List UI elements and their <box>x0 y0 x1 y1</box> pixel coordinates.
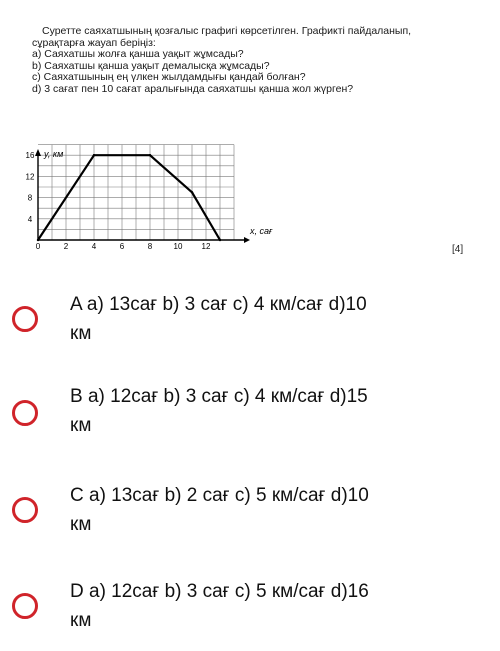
x-tick-label: 12 <box>201 242 211 251</box>
y-tick-label: 8 <box>27 193 33 203</box>
option-label-line: B a) 12сағ b) 3 сағ c) 4 км/сағ d)15 <box>70 386 368 407</box>
question-line: b) Саяхатшы қанша уақыт демалысқа жұмсады? <box>32 59 270 72</box>
question-line: c) Саяхатшының ең үлкен жылдамдығы қандай болған? <box>32 71 306 84</box>
data-point <box>149 154 151 156</box>
data-point <box>191 191 193 193</box>
x-tick-label: 0 <box>35 242 41 251</box>
motion-graph <box>0 0 500 262</box>
data-point <box>37 239 39 241</box>
x-tick-label: 6 <box>119 242 125 251</box>
radio-circle-icon[interactable] <box>12 593 38 619</box>
y-axis-arrow-icon <box>35 149 41 156</box>
option-label-line: км <box>70 514 92 535</box>
option-label-line: A a) 13сағ b) 3 сағ c) 4 км/сағ d)10 <box>70 294 367 315</box>
option-label-line: км <box>70 610 92 631</box>
option-label <box>70 577 480 635</box>
y-tick-label: 4 <box>27 214 33 224</box>
question-card <box>0 0 500 262</box>
answer-option-c[interactable] <box>0 464 500 554</box>
radio-circle-icon[interactable] <box>12 400 38 426</box>
marks-label: [4] <box>452 244 464 255</box>
x-axis-label: x, сағ <box>250 226 273 236</box>
radio-circle-icon[interactable] <box>12 497 38 523</box>
x-axis-arrow-icon <box>244 237 250 243</box>
y-axis-label: y, км <box>44 149 64 159</box>
data-point <box>219 239 221 241</box>
question-line: сұрақтарға жауап беріңіз: <box>32 36 156 49</box>
option-label <box>70 382 480 440</box>
option-label-line: D a) 12сағ b) 3 сағ c) 5 км/сағ d)16 <box>70 581 369 602</box>
x-tick-label: 4 <box>91 242 97 251</box>
question-line: a) Саяхатшы жолға қанша уақыт жұмсады? <box>32 48 244 61</box>
option-label-line: км <box>70 415 92 436</box>
answer-option-b[interactable] <box>0 370 500 460</box>
option-label <box>70 290 480 348</box>
chart-grid <box>38 145 234 240</box>
x-tick-label: 10 <box>173 242 183 251</box>
option-label-line: C a) 13сағ b) 2 сағ c) 5 км/сағ d)10 <box>70 485 369 506</box>
radio-circle-icon[interactable] <box>12 306 38 332</box>
option-label <box>70 481 480 539</box>
data-point <box>93 154 95 156</box>
x-tick-label: 8 <box>147 242 153 251</box>
question-line: d) 3 сағат пен 10 сағат аралығында саяхатшы қанша жол жүрген? <box>32 82 354 95</box>
x-tick-label: 2 <box>63 242 69 251</box>
y-tick-label: 16 <box>25 151 35 161</box>
answer-option-d[interactable] <box>0 558 500 648</box>
option-label-line: км <box>70 323 92 344</box>
answer-option-a[interactable] <box>0 276 500 366</box>
y-tick-label: 12 <box>25 172 35 182</box>
question-line: Суретте саяхатшының қозғалыс графигі көрсетілген. Графикті пайдаланып, <box>42 25 412 37</box>
